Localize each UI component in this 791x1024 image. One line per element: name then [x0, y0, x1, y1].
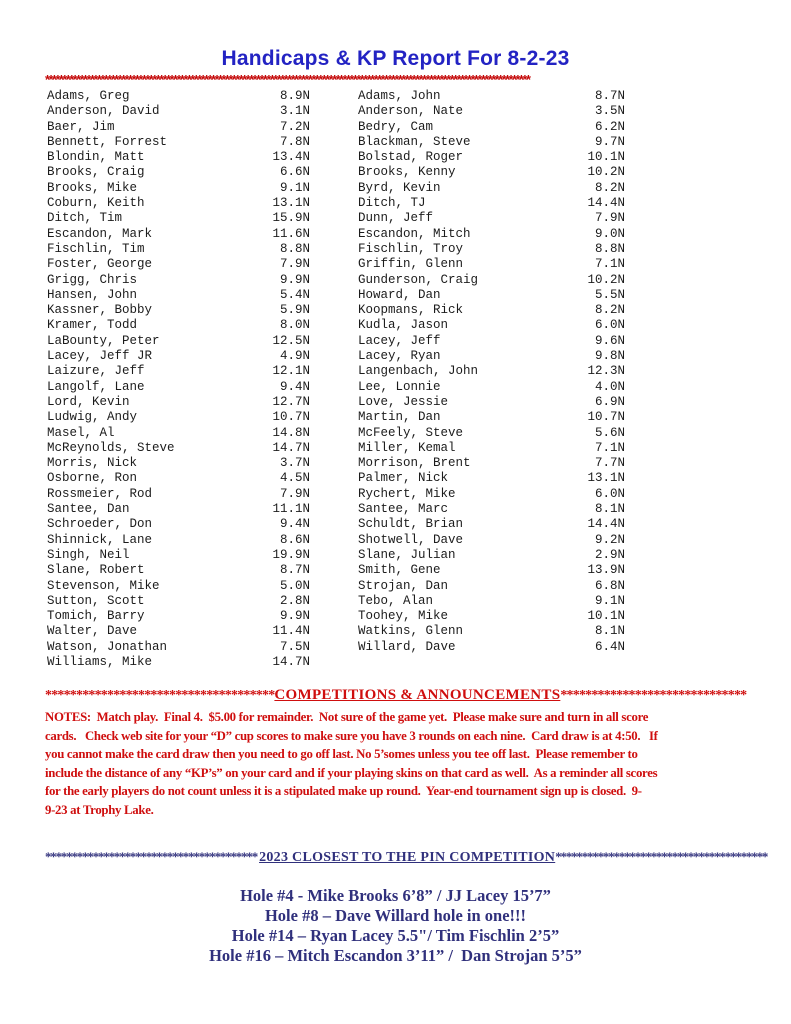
roster-row: [358, 579, 625, 594]
roster-row: [358, 594, 625, 609]
player-handicap: 13.4N: [272, 150, 310, 165]
roster-row: [47, 441, 310, 456]
player-handicap: 9.8N: [594, 349, 625, 364]
roster-row: [358, 410, 625, 425]
player-handicap: 3.5N: [594, 104, 625, 119]
player-handicap: 14.8N: [272, 425, 310, 440]
player-name: Walter, Dave: [47, 624, 138, 639]
roster-row: [47, 410, 310, 425]
player-name: Strojan, Dan: [358, 578, 449, 593]
player-handicap: 9.6N: [594, 333, 625, 348]
player-handicap: 5.5N: [594, 287, 625, 302]
player-handicap: 9.1N: [279, 180, 310, 195]
roster-row: [47, 165, 310, 180]
roster-row: [358, 456, 625, 471]
player-handicap: 4.5N: [279, 471, 310, 486]
roster-row: [47, 380, 310, 395]
roster-row: [47, 135, 310, 150]
roster-row: [47, 89, 310, 104]
competitions-stars-right: ******************************: [560, 688, 747, 703]
player-name: Rossmeier, Rod: [47, 486, 153, 501]
player-handicap: 8.1N: [594, 502, 625, 517]
player-name: Shinnick, Lane: [47, 532, 153, 547]
player-handicap: 5.6N: [594, 425, 625, 440]
player-name: Escandon, Mark: [47, 226, 153, 241]
player-name: Stevenson, Mike: [47, 578, 160, 593]
roster-column-right: [358, 89, 625, 670]
roster-row: [47, 579, 310, 594]
player-name: Laizure, Jeff: [47, 364, 145, 379]
competitions-heading: COMPETITIONS & ANNOUNCEMENTS: [274, 687, 561, 703]
roster-row: [47, 655, 310, 670]
player-handicap: 12.5N: [272, 333, 310, 348]
competitions-stars-left: *************************************: [45, 688, 275, 703]
player-handicap: 9.2N: [594, 532, 625, 547]
roster-row: [358, 487, 625, 502]
top-divider-stars: ********************************************************************************************************************************************: [45, 72, 530, 86]
roster-row: [358, 303, 625, 318]
roster-row: [358, 533, 625, 548]
kp-results: [45, 886, 746, 966]
player-name: Blackman, Steve: [358, 134, 471, 149]
player-name: Kramer, Todd: [47, 318, 138, 333]
player-name: Osborne, Ron: [47, 471, 138, 486]
player-handicap: 3.1N: [279, 104, 310, 119]
player-name: Morrison, Brent: [358, 456, 471, 471]
player-handicap: 14.7N: [272, 654, 310, 669]
roster-row: [47, 257, 310, 272]
roster-row: [358, 426, 625, 441]
roster-row: [358, 441, 625, 456]
player-name: Miller, Kemal: [358, 440, 456, 455]
player-handicap: 8.8N: [594, 241, 625, 256]
roster-row: [47, 104, 310, 119]
player-name: Tomich, Barry: [47, 609, 145, 624]
player-handicap: 9.9N: [279, 609, 310, 624]
roster-row: [358, 517, 625, 532]
player-handicap: 10.1N: [587, 150, 625, 165]
roster-row: [47, 517, 310, 532]
player-name: Bennett, Forrest: [47, 134, 168, 149]
player-handicap: 4.0N: [594, 379, 625, 394]
roster-row: [358, 120, 625, 135]
player-handicap: 11.1N: [272, 502, 310, 517]
player-name: Brooks, Craig: [47, 165, 145, 180]
player-handicap: 9.7N: [594, 134, 625, 149]
player-handicap: 14.4N: [587, 196, 625, 211]
roster-row: [358, 471, 625, 486]
roster-row: [47, 487, 310, 502]
roster-row: [47, 242, 310, 257]
player-handicap: 6.9N: [594, 394, 625, 409]
player-name: Ditch, Tim: [47, 211, 123, 226]
player-name: Lacey, Ryan: [358, 349, 441, 364]
player-name: Grigg, Chris: [47, 272, 138, 287]
player-name: Koopmans, Rick: [358, 303, 464, 318]
player-name: Santee, Dan: [47, 502, 130, 517]
player-handicap: 10.2N: [587, 165, 625, 180]
player-name: Griffin, Glenn: [358, 257, 464, 272]
player-name: Kudla, Jason: [358, 318, 449, 333]
roster-row: [358, 104, 625, 119]
player-handicap: 12.7N: [272, 394, 310, 409]
player-handicap: 11.6N: [272, 226, 310, 241]
roster-row: [47, 471, 310, 486]
player-name: Dunn, Jeff: [358, 211, 434, 226]
player-handicap: 14.4N: [587, 517, 625, 532]
roster-row: [47, 624, 310, 639]
roster-row: [358, 548, 625, 563]
roster-row: [358, 563, 625, 578]
player-name: Schuldt, Brian: [358, 517, 464, 532]
roster-row: [47, 609, 310, 624]
roster-row: [47, 196, 310, 211]
roster-row: [358, 257, 625, 272]
player-handicap: 5.9N: [279, 303, 310, 318]
player-handicap: 7.1N: [594, 440, 625, 455]
player-name: Love, Jessie: [358, 394, 449, 409]
roster-row: [47, 456, 310, 471]
roster-row: [358, 364, 625, 379]
roster-row: [47, 548, 310, 563]
roster-row: [358, 609, 625, 624]
player-handicap: 15.9N: [272, 211, 310, 226]
kp-result-line: Hole #8 – Dave Willard hole in one!!!: [264, 906, 527, 925]
player-name: Morris, Nick: [47, 456, 138, 471]
player-handicap: 7.5N: [279, 639, 310, 654]
player-name: Watson, Jonathan: [47, 639, 168, 654]
roster-row: [47, 318, 310, 333]
player-handicap: 6.4N: [594, 639, 625, 654]
player-name: Baer, Jim: [47, 119, 115, 134]
player-name: Smith, Gene: [358, 563, 441, 578]
player-name: Lacey, Jeff: [358, 333, 441, 348]
player-name: Byrd, Kevin: [358, 180, 441, 195]
roster-row: [358, 150, 625, 165]
roster-row: [358, 288, 625, 303]
player-handicap: 7.9N: [279, 486, 310, 501]
player-handicap: 7.7N: [594, 456, 625, 471]
page-title: Handicaps & KP Report For 8-2-23: [221, 47, 570, 70]
player-name: Slane, Robert: [47, 563, 145, 578]
player-handicap: 8.9N: [279, 89, 310, 103]
player-handicap: 9.9N: [279, 272, 310, 287]
roster-row: [358, 273, 625, 288]
notes-line: you cannot make the card draw then you need to go off last. No 5’somes unless you tee off last. Please remember to: [45, 747, 638, 762]
player-handicap: 10.7N: [272, 410, 310, 425]
player-name: Willard, Dave: [358, 639, 456, 654]
player-name: Bolstad, Roger: [358, 150, 464, 165]
kp-heading: 2023 CLOSEST TO THE PIN COMPETITION: [259, 850, 556, 865]
player-handicap: 8.7N: [279, 563, 310, 578]
player-name: Palmer, Nick: [358, 471, 449, 486]
kp-stars-left: ****************************************: [45, 849, 260, 864]
notes-line: 9-23 at Trophy Lake.: [45, 802, 154, 817]
player-handicap: 12.3N: [587, 364, 625, 379]
player-name: Rychert, Mike: [358, 486, 456, 501]
kp-header: [45, 849, 768, 866]
player-handicap: 10.1N: [587, 609, 625, 624]
player-name: Martin, Dan: [358, 410, 441, 425]
player-handicap: 4.9N: [279, 349, 310, 364]
notes-line: include the distance of any “KP’s” on your card and if your playing skins on that card as well. As a reminder all scores: [45, 765, 658, 780]
player-name: Adams, John: [358, 89, 441, 103]
player-handicap: 9.0N: [594, 226, 625, 241]
player-handicap: 8.7N: [594, 89, 625, 103]
player-name: Ditch, TJ: [358, 196, 426, 211]
notes-line: NOTES: Match play. Final 4. $5.00 for remainder. Not sure of the game yet. Please make sure and turn in all score: [45, 710, 649, 724]
roster-row: [47, 502, 310, 517]
roster-row: [47, 181, 310, 196]
player-handicap: 14.7N: [272, 440, 310, 455]
player-handicap: 7.9N: [594, 211, 625, 226]
player-name: Bedry, Cam: [358, 119, 434, 134]
notes-paragraph: [45, 708, 750, 820]
roster-row: [47, 563, 310, 578]
player-handicap: 8.2N: [594, 303, 625, 318]
player-handicap: 12.1N: [272, 364, 310, 379]
player-name: Ludwig, Andy: [47, 410, 138, 425]
player-handicap: 10.2N: [587, 272, 625, 287]
player-handicap: 13.1N: [587, 471, 625, 486]
roster-row: [358, 640, 625, 655]
player-name: Watkins, Glenn: [358, 624, 464, 639]
player-handicap: 2.9N: [594, 547, 625, 562]
roster-row: [358, 380, 625, 395]
player-handicap: 5.0N: [279, 578, 310, 593]
roster-row: [47, 120, 310, 135]
kp-result-line: Hole #4 - Mike Brooks 6’8” / JJ Lacey 15’7”: [240, 886, 551, 905]
kp-result-line: Hole #16 – Mitch Escandon 3’11” / Dan Strojan 5’5”: [209, 946, 582, 965]
roster-row: [358, 181, 625, 196]
player-name: Blondin, Matt: [47, 150, 145, 165]
roster-row: [358, 334, 625, 349]
player-handicap: 8.0N: [279, 318, 310, 333]
player-handicap: 11.4N: [272, 624, 310, 639]
player-name: Sutton, Scott: [47, 593, 145, 608]
player-name: Schroeder, Don: [47, 517, 153, 532]
player-name: Lee, Lonnie: [358, 379, 441, 394]
player-handicap: 6.0N: [594, 318, 625, 333]
player-name: Kassner, Bobby: [47, 303, 153, 318]
competitions-header: [45, 687, 746, 704]
roster-row: [47, 227, 310, 242]
roster-row: [47, 349, 310, 364]
player-name: Masel, Al: [47, 425, 115, 440]
player-name: Brooks, Mike: [47, 180, 138, 195]
player-handicap: 9.4N: [279, 379, 310, 394]
roster-row: [47, 211, 310, 226]
player-handicap: 5.4N: [279, 287, 310, 302]
roster-row: [47, 594, 310, 609]
player-handicap: 10.7N: [587, 410, 625, 425]
player-handicap: 3.7N: [279, 456, 310, 471]
roster-row: [47, 150, 310, 165]
player-handicap: 6.8N: [594, 578, 625, 593]
player-name: McReynolds, Steve: [47, 440, 175, 455]
roster-row: [47, 334, 310, 349]
player-name: Toohey, Mike: [358, 609, 449, 624]
notes-line: for the early players do not count unless it is a stipulated make up round. Year-end tournament sign up is closed. 9-: [45, 784, 642, 799]
roster-row: [47, 426, 310, 441]
player-name: Brooks, Kenny: [358, 165, 456, 180]
notes-line: cards. Check web site for your “D” cup scores to make sure you have 3 rounds on each nine. Card draw is at 4:50. If: [45, 728, 658, 743]
player-handicap: 6.2N: [594, 119, 625, 134]
player-handicap: 9.1N: [594, 593, 625, 608]
player-name: Anderson, David: [47, 104, 160, 119]
roster-row: [358, 395, 625, 410]
roster-column-left: [47, 89, 310, 670]
roster-row: [358, 242, 625, 257]
roster-row: [358, 211, 625, 226]
player-name: Foster, George: [47, 257, 153, 272]
player-name: Tebo, Alan: [358, 593, 434, 608]
player-name: Slane, Julian: [358, 547, 456, 562]
player-handicap: 19.9N: [272, 547, 310, 562]
roster-row: [358, 318, 625, 333]
roster-row: [47, 395, 310, 410]
player-name: Langenbach, John: [358, 364, 479, 379]
player-name: LaBounty, Peter: [47, 333, 160, 348]
player-name: Adams, Greg: [47, 89, 130, 103]
roster-row: [47, 533, 310, 548]
player-name: Langolf, Lane: [47, 379, 145, 394]
player-handicap: 8.1N: [594, 624, 625, 639]
player-handicap: 6.0N: [594, 486, 625, 501]
roster-row: [358, 227, 625, 242]
player-name: Howard, Dan: [358, 287, 441, 302]
player-handicap: 8.2N: [594, 180, 625, 195]
player-name: Coburn, Keith: [47, 196, 145, 211]
roster-row: [358, 165, 625, 180]
roster-row: [358, 502, 625, 517]
player-handicap: 13.1N: [272, 196, 310, 211]
roster-row: [358, 624, 625, 639]
player-handicap: 6.6N: [279, 165, 310, 180]
player-handicap: 7.8N: [279, 134, 310, 149]
player-name: Anderson, Nate: [358, 104, 464, 119]
roster-row: [358, 349, 625, 364]
player-handicap: 7.9N: [279, 257, 310, 272]
player-name: Shotwell, Dave: [358, 532, 464, 547]
player-name: Santee, Marc: [358, 502, 449, 517]
player-name: Hansen, John: [47, 287, 138, 302]
player-handicap: 7.2N: [279, 119, 310, 134]
roster-row: [358, 135, 625, 150]
player-name: McFeely, Steve: [358, 425, 464, 440]
player-handicap: 8.6N: [279, 532, 310, 547]
player-handicap: 9.4N: [279, 517, 310, 532]
roster-row: [47, 303, 310, 318]
kp-stars-right: ****************************************: [555, 849, 768, 864]
player-name: Gunderson, Craig: [358, 272, 479, 287]
roster-row: [47, 364, 310, 379]
player-name: Singh, Neil: [47, 547, 130, 562]
kp-result-line: Hole #14 – Ryan Lacey 5.5"/ Tim Fischlin 2’5”: [231, 926, 560, 945]
roster-row: [47, 273, 310, 288]
player-name: Lacey, Jeff JR: [47, 349, 153, 364]
player-handicap: 13.9N: [587, 563, 625, 578]
player-name: Fischlin, Tim: [47, 241, 145, 256]
player-name: Williams, Mike: [47, 654, 153, 669]
player-handicap: 2.8N: [279, 593, 310, 608]
player-name: Escandon, Mitch: [358, 226, 471, 241]
roster-row: [47, 288, 310, 303]
player-handicap: 8.8N: [279, 241, 310, 256]
roster-row: [358, 196, 625, 211]
roster-row: [47, 640, 310, 655]
player-name: Lord, Kevin: [47, 394, 130, 409]
handicap-roster: [47, 89, 625, 670]
player-name: Fischlin, Troy: [358, 241, 464, 256]
roster-row: [358, 89, 625, 104]
player-handicap: 7.1N: [594, 257, 625, 272]
